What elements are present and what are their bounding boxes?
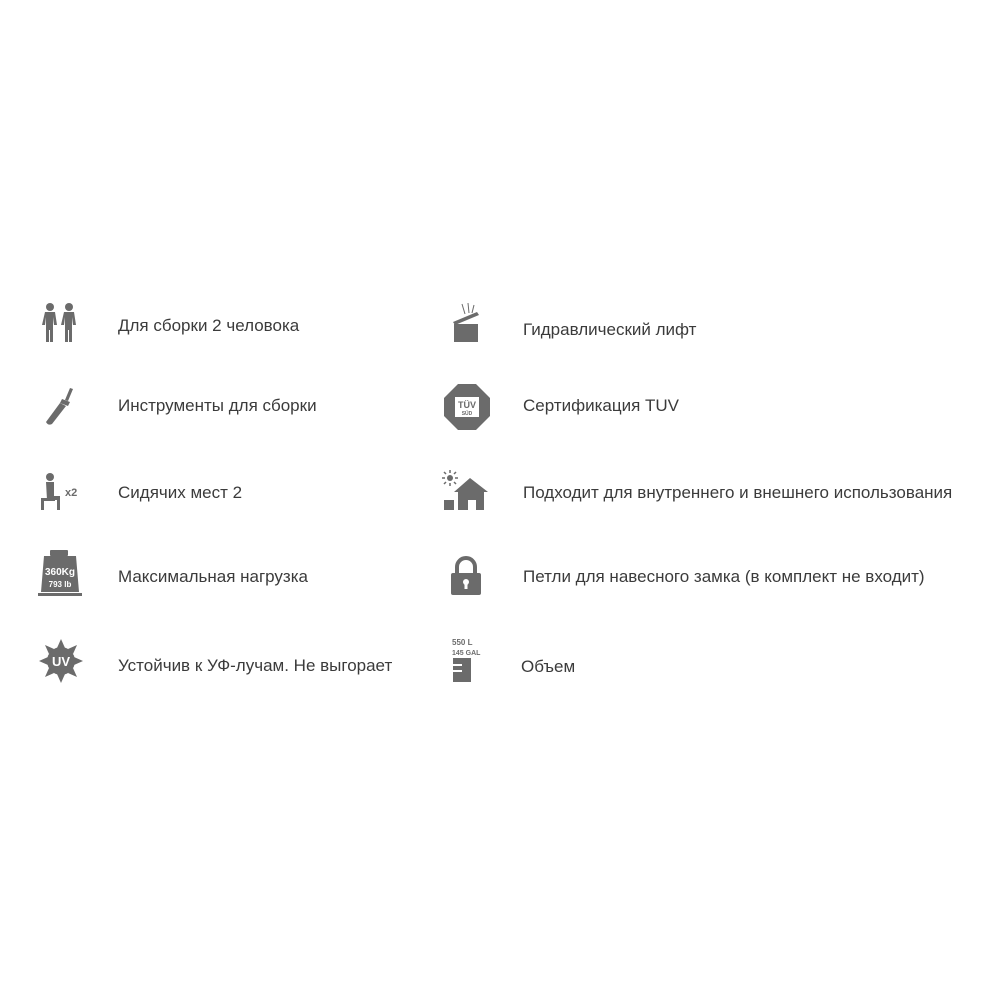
uv-text: UV — [51, 654, 71, 669]
house-sun-icon — [442, 470, 490, 512]
feature-label: Сертификация TUV — [523, 396, 680, 415]
volume-icon — [450, 636, 490, 684]
padlock-icon — [449, 555, 483, 597]
feature-label: Объем — [521, 657, 576, 676]
weight-lb-text: 793 lb — [48, 580, 72, 589]
uv-sun-icon — [38, 638, 84, 684]
feature-label: Сидячих мест 2 — [118, 483, 243, 502]
tuv-cert-icon — [443, 383, 491, 431]
seated-person-icon — [38, 472, 84, 512]
tuv-text: TÜV — [458, 400, 476, 410]
weight-kg-text: 360Kg — [44, 567, 76, 578]
sud-text: SÜD — [461, 411, 473, 417]
hydraulic-lift-icon — [448, 302, 484, 344]
weight-icon — [37, 549, 83, 597]
feature-label: Гидравлический лифт — [523, 320, 697, 339]
feature-label: Подходит для внутреннего и внешнего использования — [523, 483, 953, 502]
feature-label: Инструменты для сборки — [118, 396, 317, 415]
two-people-icon — [40, 302, 80, 344]
seat-count-text: x2 — [65, 487, 78, 499]
volume-gallons-text: 145 GAL — [452, 650, 481, 657]
feature-label: Устойчив к УФ-лучам. Не выгорает — [118, 656, 393, 675]
feature-label: Максимальная нагрузка — [118, 567, 308, 586]
feature-label: Петли для навесного замка (в комплект не входит) — [523, 567, 925, 586]
feature-label: Для сборки 2 человока — [118, 316, 300, 335]
screwdriver-icon — [40, 386, 80, 426]
volume-liters-text: 550 L — [452, 638, 473, 647]
